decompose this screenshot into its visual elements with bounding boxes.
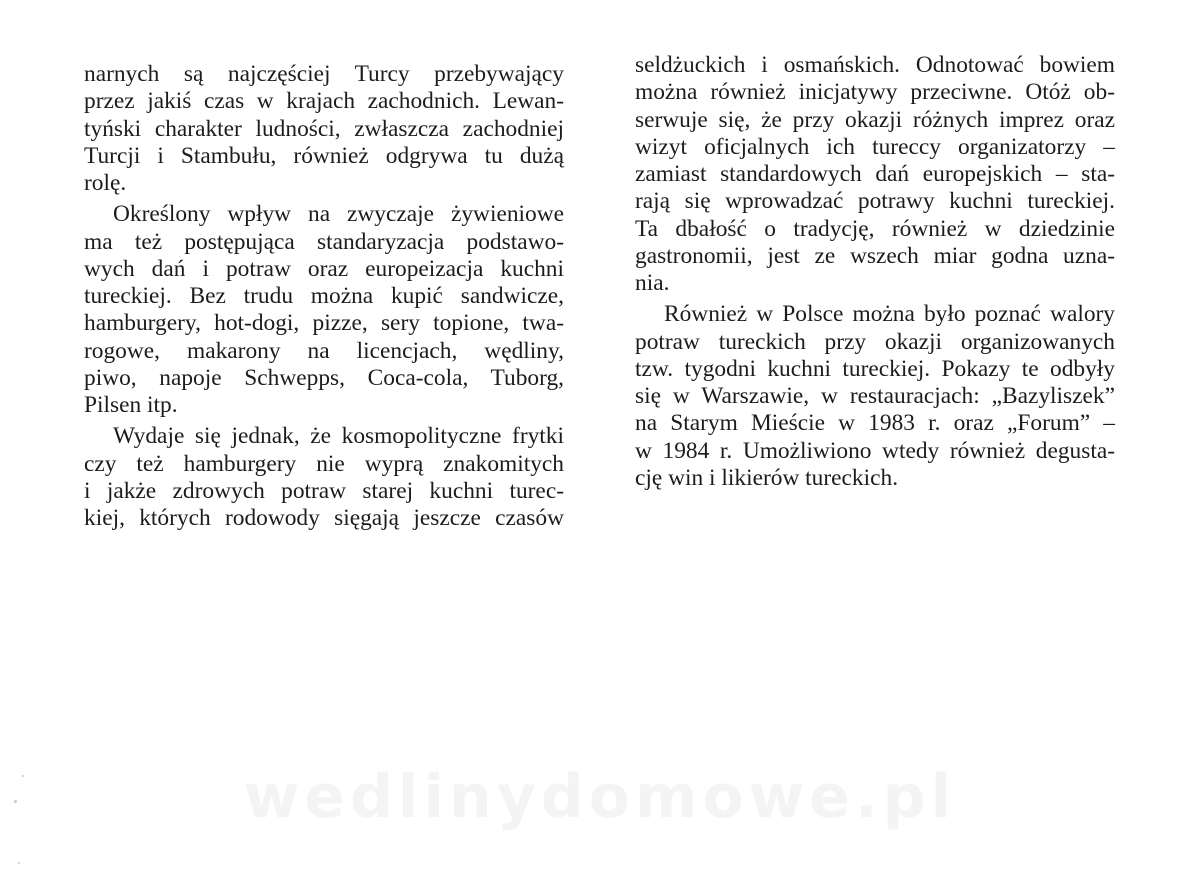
- text-line: można również inicjatywy przeciwne. Otóż ob-: [635, 79, 1115, 106]
- text-line: tyński charakter ludności, zwłaszcza zachodniej: [84, 115, 564, 142]
- text-line: tzw. tygodni kuchni tureckiej. Pokazy te odbyły: [635, 355, 1115, 382]
- text-line: nia.: [635, 270, 670, 296]
- text-line: w 1984 r. Umożliwiono wtedy również degusta-: [635, 437, 1115, 464]
- scan-speck: [14, 800, 17, 803]
- text-line: serwuje się, że przy okazji różnych imprez oraz: [635, 106, 1115, 133]
- text-line: ma też postępująca standaryzacja podstawo-: [84, 228, 564, 255]
- left-text-column: [84, 61, 564, 532]
- text-line: Określony wpływ na zwyczaje żywieniowe: [113, 201, 564, 228]
- text-line: hamburgery, hot-dogi, pizze, sery topione, twa-: [84, 310, 564, 337]
- watermark: wedlinydomowe.pl: [243, 762, 957, 832]
- scan-speck: [18, 862, 20, 864]
- text-line: rają się wprowadzać potrawy kuchni tureckiej.: [635, 188, 1115, 215]
- text-line: Ta dbałość o tradycję, również w dziedzinie: [635, 215, 1115, 242]
- text-line: cję win i likierów tureckich.: [635, 464, 899, 491]
- text-line: zamiast standardowych dań europejskich – sta-: [635, 161, 1115, 187]
- text-line: Turcji i Stambułu, również odgrywa tu dużą: [84, 142, 564, 169]
- text-line: potraw tureckich przy okazji organizowanych: [635, 328, 1115, 355]
- text-line: się w Warszawie, w restauracjach: „Bazyliszek”: [635, 383, 1115, 409]
- text-line: narnych są najczęściej Turcy przebywający: [84, 61, 564, 87]
- text-line: piwo, napoje Schwepps, Coca-cola, Tuborg,: [84, 364, 564, 391]
- text-line: wizyt oficjalnych ich tureccy organizatorzy –: [635, 133, 1115, 160]
- text-line: i jakże zdrowych potraw starej kuchni turec-: [84, 477, 564, 504]
- text-line: Pilsen itp.: [84, 392, 178, 418]
- text-line: rogowe, makarony na licencjach, wędliny,: [84, 337, 564, 364]
- text-line: na Starym Mieście w 1983 r. oraz „Forum” –: [635, 410, 1115, 437]
- text-line: Wydaje się jednak, że kosmopolityczne frytki: [113, 423, 564, 450]
- right-text-column: [635, 52, 1115, 492]
- text-line: tureckiej. Bez trudu można kupić sandwicze,: [84, 283, 564, 309]
- text-line: wych dań i potraw oraz europeizacja kuchni: [84, 255, 564, 282]
- text-line: rolę.: [84, 170, 127, 196]
- text-line: czy też hamburgery nie wyprą znakomitych: [84, 450, 564, 477]
- text-line: kiej, których rodowody sięgają jeszcze czasów: [84, 505, 564, 531]
- text-line: przez jakiś czas w krajach zachodnich. Lewan-: [84, 88, 564, 115]
- text-line: gastronomii, jest ze wszech miar godna uzna-: [635, 242, 1115, 269]
- text-line: Również w Polsce można było poznać walory: [664, 301, 1115, 328]
- text-line: seldżuckich i osmańskich. Odnotować bowiem: [635, 52, 1115, 78]
- scan-speck: [22, 775, 24, 777]
